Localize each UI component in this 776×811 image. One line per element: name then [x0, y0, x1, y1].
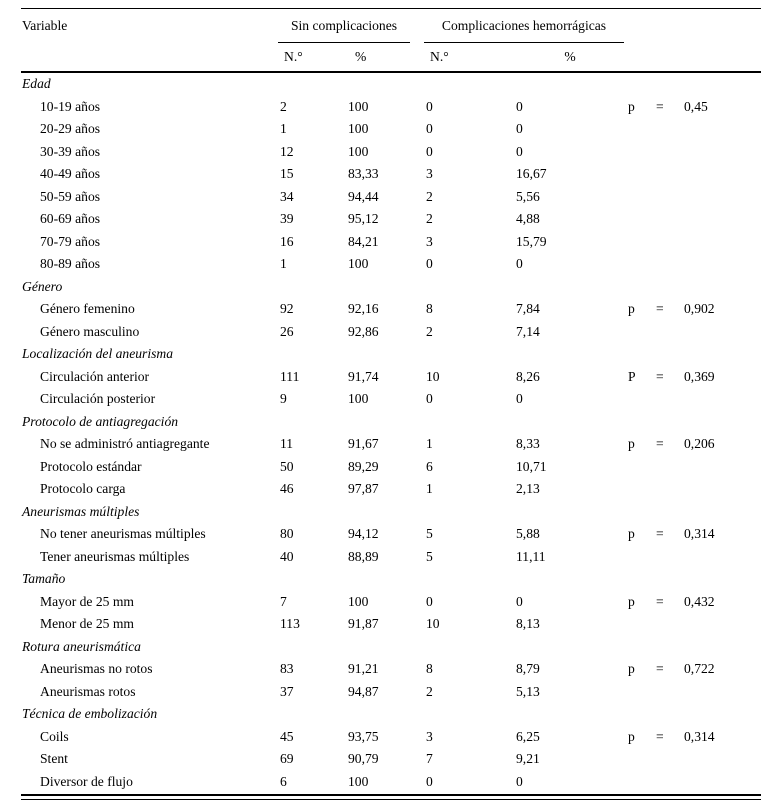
section-title-row — [21, 73, 761, 96]
section-title-row — [21, 501, 761, 524]
row-label: Aneurismas no rotos — [40, 661, 153, 677]
sin-complicaciones-n: 50 — [280, 458, 294, 474]
sin-complicaciones-pct: 93,75 — [348, 728, 379, 744]
hemorragicas-pct: 5,88 — [516, 526, 540, 542]
row-label: Mayor de 25 mm — [40, 593, 135, 609]
table-row — [21, 118, 761, 141]
hemorragicas-pct: 8,79 — [516, 661, 540, 677]
p-symbol: p — [628, 728, 635, 744]
sin-complicaciones-n: 15 — [280, 166, 294, 182]
hemorragicas-n: 2 — [426, 211, 433, 227]
hemorragicas-n: 0 — [426, 143, 433, 159]
hemorragicas-n: 0 — [426, 98, 433, 114]
table-row — [21, 681, 761, 704]
sin-complicaciones-pct: 94,87 — [348, 683, 379, 699]
row-label: Aneurismas rotos — [40, 683, 136, 699]
row-label: Diversor de flujo — [40, 773, 133, 789]
row-label: Protocolo carga — [40, 481, 126, 497]
row-label: Circulación posterior — [40, 391, 156, 407]
hemorragicas-pct: 7,84 — [516, 301, 540, 317]
group-header-complicaciones-hemorragicas: Complicaciones hemorrágicas — [424, 9, 624, 43]
sin-complicaciones-n: 83 — [280, 661, 294, 677]
table-row — [21, 456, 761, 479]
sin-complicaciones-n: 6 — [280, 773, 287, 789]
sin-complicaciones-pct: 91,74 — [348, 368, 379, 384]
complications-statistics-table — [21, 8, 761, 800]
bottom-rule-thick — [21, 794, 761, 796]
sin-complicaciones-pct: 94,44 — [348, 188, 379, 204]
section-title: Género — [22, 278, 63, 294]
sin-complicaciones-n: 40 — [280, 548, 294, 564]
sin-complicaciones-pct: 90,79 — [348, 751, 379, 767]
sin-complicaciones-pct: 91,87 — [348, 616, 379, 632]
hemorragicas-n: 0 — [426, 593, 433, 609]
hemorragicas-n: 3 — [426, 728, 433, 744]
section-title: Protocolo de antiagregación — [22, 413, 179, 429]
sin-complicaciones-pct: 100 — [348, 773, 369, 789]
hemorragicas-pct: 2,13 — [516, 481, 540, 497]
table-row — [21, 141, 761, 164]
sin-complicaciones-n: 113 — [280, 616, 300, 632]
sin-complicaciones-pct: 84,21 — [348, 233, 379, 249]
section-title-row — [21, 276, 761, 299]
sin-complicaciones-pct: 100 — [348, 121, 369, 137]
table-row — [21, 163, 761, 186]
hemorragicas-pct: 5,56 — [516, 188, 540, 204]
table-row — [21, 96, 761, 119]
section-title: Localización del aneurisma — [22, 346, 174, 362]
hemorragicas-pct: 9,21 — [516, 751, 540, 767]
hemorragicas-pct: 11,11 — [516, 548, 546, 564]
hemorragicas-n: 0 — [426, 121, 433, 137]
row-label: 20-29 años — [40, 121, 101, 137]
table-row — [21, 186, 761, 209]
hemorragicas-n: 7 — [426, 751, 433, 767]
row-label: Tener aneurismas múltiples — [40, 548, 190, 564]
row-label: 10-19 años — [40, 98, 101, 114]
hemorragicas-n: 3 — [426, 166, 433, 182]
section-title-row — [21, 343, 761, 366]
sin-complicaciones-pct: 100 — [348, 391, 369, 407]
section-title: Técnica de embolización — [22, 706, 158, 722]
table-header-group-row — [21, 9, 761, 43]
row-label: 30-39 años — [40, 143, 101, 159]
hemorragicas-n: 8 — [426, 661, 433, 677]
sin-complicaciones-n: 11 — [280, 436, 294, 452]
p-symbol: P — [628, 368, 636, 384]
p-value: 0,432 — [684, 593, 715, 609]
table-row — [21, 726, 761, 749]
column-header-variable: Variable — [22, 18, 68, 33]
sin-complicaciones-n: 7 — [280, 593, 287, 609]
hemorragicas-pct: 0 — [516, 256, 523, 272]
hemorragicas-pct: 6,25 — [516, 728, 540, 744]
equals-sign: = — [656, 436, 664, 452]
hemorragicas-n: 0 — [426, 773, 433, 789]
equals-sign: = — [656, 526, 664, 542]
equals-sign: = — [656, 728, 664, 744]
p-value: 0,902 — [684, 301, 715, 317]
row-label: Género masculino — [40, 323, 140, 339]
row-label: Protocolo estándar — [40, 458, 142, 474]
hemorragicas-n: 5 — [426, 548, 433, 564]
sin-complicaciones-n: 12 — [280, 143, 294, 159]
sin-complicaciones-n: 92 — [280, 301, 294, 317]
sin-complicaciones-n: 2 — [280, 98, 287, 114]
equals-sign: = — [656, 368, 664, 384]
row-label: No se administró antiagregante — [40, 436, 210, 452]
hemorragicas-n: 6 — [426, 458, 433, 474]
sin-complicaciones-pct: 92,86 — [348, 323, 379, 339]
p-value: 0,722 — [684, 661, 715, 677]
sin-complicaciones-pct: 94,12 — [348, 526, 379, 542]
table-row — [21, 298, 761, 321]
hemorragicas-n: 0 — [426, 391, 433, 407]
table-row — [21, 433, 761, 456]
sin-complicaciones-pct: 95,12 — [348, 211, 379, 227]
hemorragicas-pct: 8,26 — [516, 368, 540, 384]
hemorragicas-pct: 15,79 — [516, 233, 547, 249]
sin-complicaciones-pct: 92,16 — [348, 301, 379, 317]
hemorragicas-pct: 0 — [516, 143, 523, 159]
equals-sign: = — [656, 593, 664, 609]
hemorragicas-pct: 0 — [516, 773, 523, 789]
hemorragicas-n: 1 — [426, 436, 433, 452]
section-title-row — [21, 703, 761, 726]
sin-complicaciones-n: 1 — [280, 256, 287, 272]
table-row — [21, 771, 761, 794]
hemorragicas-pct: 0 — [516, 391, 523, 407]
hemorragicas-pct: 10,71 — [516, 458, 547, 474]
table-body — [21, 73, 761, 793]
table-row — [21, 591, 761, 614]
group-header-sin-complicaciones: Sin complicaciones — [278, 9, 410, 43]
column-header-pct-hemorragicas: % — [564, 49, 576, 64]
p-symbol: p — [628, 593, 635, 609]
sin-complicaciones-n: 45 — [280, 728, 294, 744]
p-value: 0,45 — [684, 98, 708, 114]
section-title-row — [21, 636, 761, 659]
hemorragicas-pct: 4,88 — [516, 211, 540, 227]
equals-sign: = — [656, 301, 664, 317]
row-label: Género femenino — [40, 301, 135, 317]
hemorragicas-n: 2 — [426, 188, 433, 204]
hemorragicas-pct: 0 — [516, 121, 523, 137]
column-header-n-sin-complicaciones: N.° — [284, 49, 303, 64]
section-title: Rotura aneurismática — [22, 638, 141, 654]
sin-complicaciones-pct: 88,89 — [348, 548, 379, 564]
row-label: 80-89 años — [40, 256, 101, 272]
hemorragicas-n: 5 — [426, 526, 433, 542]
sin-complicaciones-pct: 91,21 — [348, 661, 379, 677]
table-header-columns-row — [21, 43, 761, 73]
hemorragicas-pct: 5,13 — [516, 683, 540, 699]
sin-complicaciones-pct: 91,67 — [348, 436, 379, 452]
table-row — [21, 388, 761, 411]
p-value: 0,369 — [684, 368, 715, 384]
table-row — [21, 613, 761, 636]
p-value: 0,206 — [684, 436, 715, 452]
table-row — [21, 208, 761, 231]
sin-complicaciones-pct: 89,29 — [348, 458, 379, 474]
p-symbol: p — [628, 98, 635, 114]
table-row — [21, 546, 761, 569]
table-row — [21, 478, 761, 501]
table-row — [21, 253, 761, 276]
sin-complicaciones-n: 37 — [280, 683, 294, 699]
section-title-row — [21, 411, 761, 434]
section-title: Aneurismas múltiples — [22, 503, 140, 519]
sin-complicaciones-pct: 100 — [348, 256, 369, 272]
row-label: No tener aneurismas múltiples — [40, 526, 206, 542]
column-header-n-hemorragicas: N.° — [430, 49, 449, 64]
p-symbol: p — [628, 436, 635, 452]
hemorragicas-n: 2 — [426, 683, 433, 699]
row-label: Coils — [40, 728, 69, 744]
hemorragicas-n: 8 — [426, 301, 433, 317]
section-title: Tamaño — [22, 571, 66, 587]
row-label: 60-69 años — [40, 211, 101, 227]
hemorragicas-n: 0 — [426, 256, 433, 272]
sin-complicaciones-n: 9 — [280, 391, 287, 407]
bottom-rule-thin — [21, 799, 761, 800]
table-row — [21, 748, 761, 771]
hemorragicas-pct: 0 — [516, 98, 523, 114]
sin-complicaciones-n: 69 — [280, 751, 294, 767]
equals-sign: = — [656, 661, 664, 677]
sin-complicaciones-n: 39 — [280, 211, 294, 227]
p-symbol: p — [628, 526, 635, 542]
table-row — [21, 366, 761, 389]
sin-complicaciones-pct: 100 — [348, 593, 369, 609]
row-label: Circulación anterior — [40, 368, 150, 384]
table-row — [21, 523, 761, 546]
row-label: 50-59 años — [40, 188, 101, 204]
hemorragicas-n: 2 — [426, 323, 433, 339]
sin-complicaciones-pct: 100 — [348, 143, 369, 159]
table-row — [21, 231, 761, 254]
row-label: 70-79 años — [40, 233, 101, 249]
hemorragicas-pct: 7,14 — [516, 323, 540, 339]
equals-sign: = — [656, 98, 664, 114]
sin-complicaciones-pct: 83,33 — [348, 166, 379, 182]
hemorragicas-n: 10 — [426, 368, 440, 384]
sin-complicaciones-n: 34 — [280, 188, 294, 204]
p-value: 0,314 — [684, 526, 715, 542]
hemorragicas-n: 10 — [426, 616, 440, 632]
table-row — [21, 658, 761, 681]
p-symbol: p — [628, 661, 635, 677]
hemorragicas-pct: 16,67 — [516, 166, 547, 182]
p-symbol: p — [628, 301, 635, 317]
hemorragicas-pct: 0 — [516, 593, 523, 609]
row-label: Menor de 25 mm — [40, 616, 135, 632]
hemorragicas-n: 3 — [426, 233, 433, 249]
table-row — [21, 321, 761, 344]
row-label: Stent — [40, 751, 68, 767]
hemorragicas-pct: 8,13 — [516, 616, 540, 632]
sin-complicaciones-n: 80 — [280, 526, 294, 542]
section-title-row — [21, 568, 761, 591]
sin-complicaciones-n: 1 — [280, 121, 287, 137]
sin-complicaciones-n: 111 — [280, 368, 300, 384]
sin-complicaciones-pct: 100 — [348, 98, 369, 114]
section-title: Edad — [22, 76, 51, 92]
hemorragicas-n: 1 — [426, 481, 433, 497]
p-value: 0,314 — [684, 728, 715, 744]
sin-complicaciones-n: 26 — [280, 323, 294, 339]
row-label: 40-49 años — [40, 166, 101, 182]
sin-complicaciones-n: 46 — [280, 481, 294, 497]
hemorragicas-pct: 8,33 — [516, 436, 540, 452]
column-header-pct-sin-complicaciones: % — [355, 49, 367, 64]
sin-complicaciones-n: 16 — [280, 233, 294, 249]
sin-complicaciones-pct: 97,87 — [348, 481, 379, 497]
